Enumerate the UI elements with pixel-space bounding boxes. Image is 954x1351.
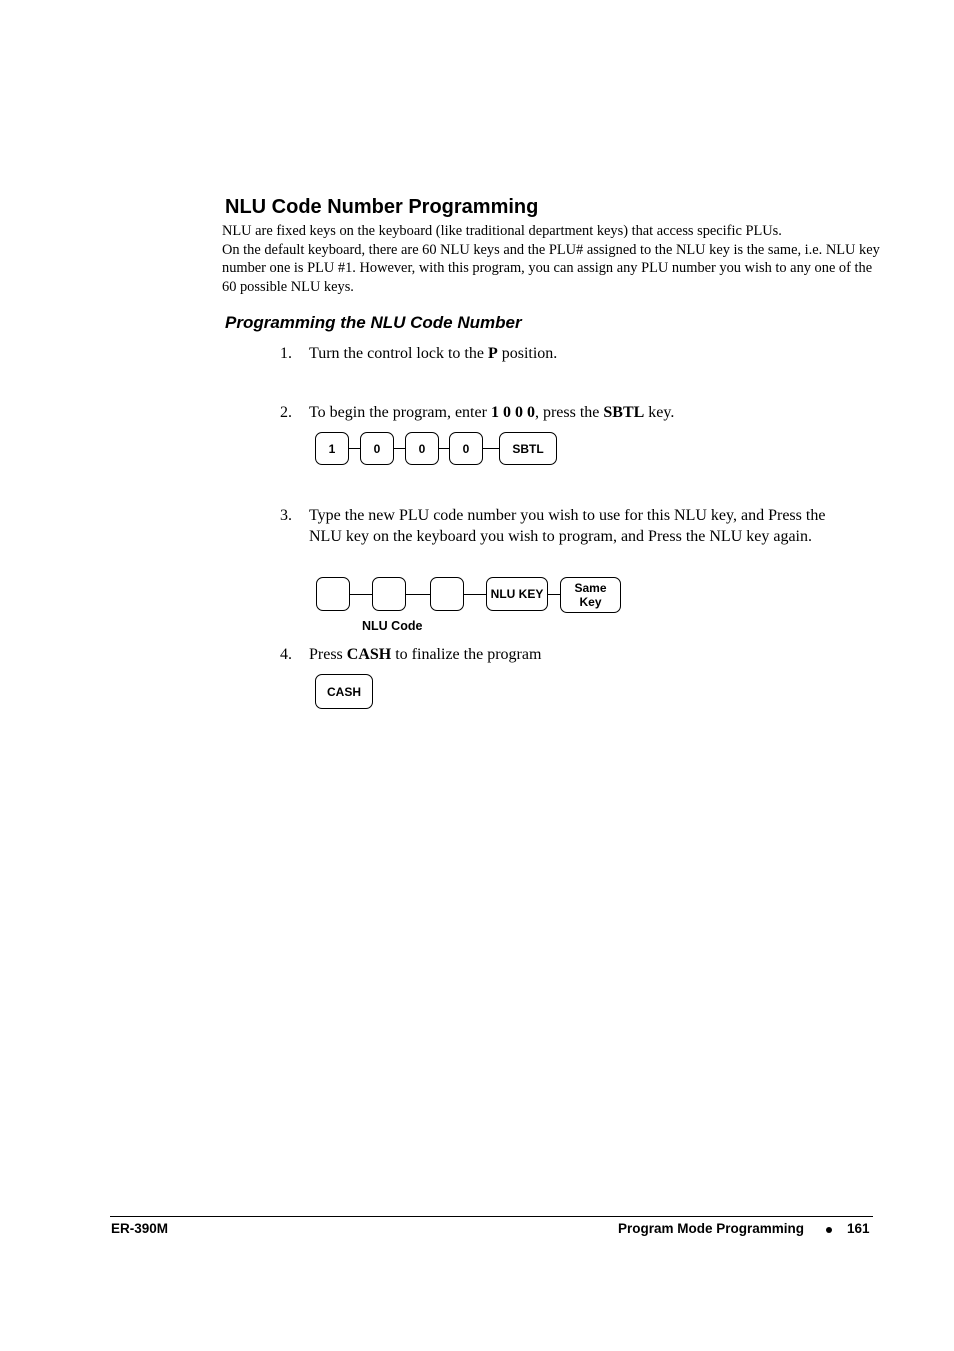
step-text: Press CASH to finalize the program — [309, 646, 542, 663]
key-0: 0 — [449, 432, 483, 465]
blank-key — [430, 577, 464, 611]
step-text: Type the new PLU code number you wish to use for this NLU key, and Press the NLU key on the keyboard you wish to program, and Press the NLU key again. — [309, 507, 826, 545]
step-3 — [280, 506, 850, 570]
key-same: Same Key — [560, 577, 621, 613]
blank-key — [372, 577, 406, 611]
step-4 — [280, 645, 850, 667]
step-number: 1. — [280, 345, 292, 362]
subsection-title: Programming the NLU Code Number — [225, 313, 522, 332]
section-title: NLU Code Number Programming — [225, 196, 539, 218]
intro-paragraph-2: On the default keyboard, there are 60 NLU keys and the PLU# assigned to the NLU key is the same, i.e. NLU key number one is PLU #1. However, with this program, you can assign any PLU number you wish to any one of the 60 possible NLU keys. — [222, 241, 880, 295]
footer-page-number: 161 — [847, 1221, 870, 1236]
step-2 — [280, 403, 850, 425]
key-0: 0 — [360, 432, 394, 465]
key-sbtl: SBTL — [499, 432, 557, 465]
key-1: 1 — [315, 432, 349, 465]
step-1 — [280, 344, 850, 366]
footer-section: Program Mode Programming — [618, 1221, 805, 1236]
step-number: 4. — [280, 646, 292, 663]
footer-rule — [110, 1216, 873, 1217]
nlu-code-caption: NLU Code — [362, 619, 423, 633]
step-number: 2. — [280, 404, 292, 421]
bullet-icon — [826, 1227, 832, 1233]
intro-text — [222, 222, 882, 296]
footer-model: ER-390M — [111, 1221, 169, 1236]
blank-key — [316, 577, 350, 611]
key-0: 0 — [405, 432, 439, 465]
step-number: 3. — [280, 507, 292, 524]
key-cash: CASH — [315, 674, 373, 709]
step-text: To begin the program, enter 1 0 0 0, press the SBTL key. — [309, 404, 675, 421]
step-text: Turn the control lock to the P position. — [309, 345, 558, 362]
key-nlu: NLU KEY — [486, 577, 548, 611]
intro-paragraph-1: NLU are fixed keys on the keyboard (like traditional department keys) that access specific PLUs. — [222, 223, 782, 239]
